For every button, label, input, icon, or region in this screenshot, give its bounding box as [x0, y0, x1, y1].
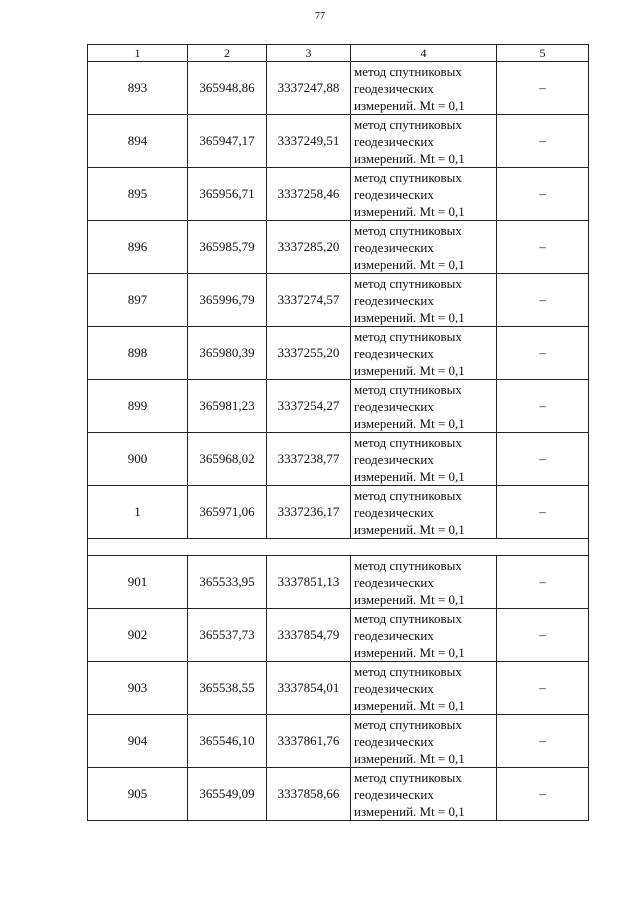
method-cell: [351, 168, 497, 221]
y-coordinate-cell: 3337238,77: [267, 433, 351, 486]
method-line: геодезических: [354, 80, 434, 96]
method-line: метод спутниковых: [354, 434, 462, 450]
method-cell: [351, 274, 497, 327]
method-line: геодезических: [354, 398, 434, 414]
method-line: геодезических: [354, 292, 434, 308]
y-coordinate-cell: 3337274,57: [267, 274, 351, 327]
note-cell: –: [497, 715, 589, 768]
note-cell: –: [497, 274, 589, 327]
method-cell: [351, 221, 497, 274]
method-line: измерений. Mt = 0,1: [354, 256, 465, 272]
method-line: геодезических: [354, 239, 434, 255]
method-line: метод спутниковых: [354, 169, 462, 185]
header-row: [88, 45, 589, 62]
method-line: геодезических: [354, 504, 434, 520]
note-cell: –: [497, 768, 589, 821]
y-coordinate-cell: 3337247,88: [267, 62, 351, 115]
method-cell: [351, 768, 497, 821]
note-cell: –: [497, 168, 589, 221]
x-coordinate-cell: 365533,95: [188, 556, 267, 609]
method-line: метод спутниковых: [354, 275, 462, 291]
y-coordinate-cell: 3337254,27: [267, 380, 351, 433]
table-row: [88, 486, 589, 539]
method-line: метод спутниковых: [354, 328, 462, 344]
method-cell: [351, 556, 497, 609]
table-row: [88, 609, 589, 662]
x-coordinate-cell: 365546,10: [188, 715, 267, 768]
method-line: измерений. Mt = 0,1: [354, 415, 465, 431]
table-body: [88, 62, 589, 821]
method-line: метод спутниковых: [354, 381, 462, 397]
method-cell: [351, 327, 497, 380]
method-cell: [351, 486, 497, 539]
method-line: геодезических: [354, 786, 434, 802]
method-line: измерений. Mt = 0,1: [354, 150, 465, 166]
method-line: метод спутниковых: [354, 63, 462, 79]
x-coordinate-cell: 365537,73: [188, 609, 267, 662]
method-line: измерений. Mt = 0,1: [354, 591, 465, 607]
y-coordinate-cell: 3337851,13: [267, 556, 351, 609]
note-cell: –: [497, 115, 589, 168]
x-coordinate-cell: 365948,86: [188, 62, 267, 115]
method-line: метод спутниковых: [354, 557, 462, 573]
table-row: [88, 768, 589, 821]
x-coordinate-cell: 365549,09: [188, 768, 267, 821]
table-row: [88, 221, 589, 274]
method-line: измерений. Mt = 0,1: [354, 750, 465, 766]
y-coordinate-cell: 3337258,46: [267, 168, 351, 221]
point-number-cell: 903: [88, 662, 188, 715]
method-line: измерений. Mt = 0,1: [354, 697, 465, 713]
method-line: метод спутниковых: [354, 610, 462, 626]
note-cell: –: [497, 221, 589, 274]
table-row: [88, 115, 589, 168]
x-coordinate-cell: 365947,17: [188, 115, 267, 168]
x-coordinate-cell: 365968,02: [188, 433, 267, 486]
x-coordinate-cell: 365980,39: [188, 327, 267, 380]
table-row: [88, 380, 589, 433]
point-number-cell: 894: [88, 115, 188, 168]
method-line: метод спутниковых: [354, 769, 462, 785]
method-line: геодезических: [354, 345, 434, 361]
method-line: измерений. Mt = 0,1: [354, 644, 465, 660]
method-line: геодезических: [354, 186, 434, 202]
note-cell: –: [497, 327, 589, 380]
point-number-cell: 904: [88, 715, 188, 768]
table-row: [88, 327, 589, 380]
y-coordinate-cell: 3337255,20: [267, 327, 351, 380]
x-coordinate-cell: 365956,71: [188, 168, 267, 221]
method-cell: [351, 380, 497, 433]
method-line: геодезических: [354, 451, 434, 467]
point-number-cell: 899: [88, 380, 188, 433]
method-line: геодезических: [354, 133, 434, 149]
table-row: [88, 433, 589, 486]
method-line: метод спутниковых: [354, 663, 462, 679]
note-cell: –: [497, 609, 589, 662]
x-coordinate-cell: 365538,55: [188, 662, 267, 715]
method-line: геодезических: [354, 733, 434, 749]
column-header: 1: [88, 45, 188, 62]
method-cell: [351, 662, 497, 715]
table-row: [88, 62, 589, 115]
method-line: измерений. Mt = 0,1: [354, 468, 465, 484]
point-number-cell: 898: [88, 327, 188, 380]
table-row: [88, 556, 589, 609]
table-row: [88, 274, 589, 327]
y-coordinate-cell: 3337858,66: [267, 768, 351, 821]
table-row: [88, 168, 589, 221]
point-number-cell: 901: [88, 556, 188, 609]
coordinates-table: [87, 44, 589, 821]
column-header: 5: [497, 45, 589, 62]
method-cell: [351, 62, 497, 115]
method-line: метод спутниковых: [354, 716, 462, 732]
method-line: измерений. Mt = 0,1: [354, 203, 465, 219]
x-coordinate-cell: 365971,06: [188, 486, 267, 539]
column-header: 3: [267, 45, 351, 62]
table-row: [88, 662, 589, 715]
y-coordinate-cell: 3337854,79: [267, 609, 351, 662]
method-cell: [351, 715, 497, 768]
method-line: метод спутниковых: [354, 487, 462, 503]
y-coordinate-cell: 3337285,20: [267, 221, 351, 274]
method-line: измерений. Mt = 0,1: [354, 309, 465, 325]
method-cell: [351, 115, 497, 168]
separator-row: [88, 539, 589, 556]
note-cell: –: [497, 556, 589, 609]
x-coordinate-cell: 365985,79: [188, 221, 267, 274]
method-cell: [351, 609, 497, 662]
method-line: геодезических: [354, 574, 434, 590]
method-line: геодезических: [354, 627, 434, 643]
y-coordinate-cell: 3337854,01: [267, 662, 351, 715]
point-number-cell: 1: [88, 486, 188, 539]
note-cell: –: [497, 486, 589, 539]
method-line: измерений. Mt = 0,1: [354, 521, 465, 537]
point-number-cell: 902: [88, 609, 188, 662]
y-coordinate-cell: 3337861,76: [267, 715, 351, 768]
point-number-cell: 897: [88, 274, 188, 327]
point-number-cell: 893: [88, 62, 188, 115]
note-cell: –: [497, 62, 589, 115]
note-cell: –: [497, 662, 589, 715]
method-line: геодезических: [354, 680, 434, 696]
x-coordinate-cell: 365996,79: [188, 274, 267, 327]
point-number-cell: 905: [88, 768, 188, 821]
method-line: метод спутниковых: [354, 116, 462, 132]
column-header: 4: [351, 45, 497, 62]
y-coordinate-cell: 3337236,17: [267, 486, 351, 539]
point-number-cell: 896: [88, 221, 188, 274]
method-line: измерений. Mt = 0,1: [354, 97, 465, 113]
page-number: 77: [315, 11, 325, 22]
note-cell: –: [497, 380, 589, 433]
y-coordinate-cell: 3337249,51: [267, 115, 351, 168]
method-line: метод спутниковых: [354, 222, 462, 238]
separator-cell: [88, 539, 589, 556]
method-line: измерений. Mt = 0,1: [354, 362, 465, 378]
x-coordinate-cell: 365981,23: [188, 380, 267, 433]
point-number-cell: 895: [88, 168, 188, 221]
method-cell: [351, 433, 497, 486]
note-cell: –: [497, 433, 589, 486]
point-number-cell: 900: [88, 433, 188, 486]
column-header: 2: [188, 45, 267, 62]
table-row: [88, 715, 589, 768]
method-line: измерений. Mt = 0,1: [354, 803, 465, 819]
